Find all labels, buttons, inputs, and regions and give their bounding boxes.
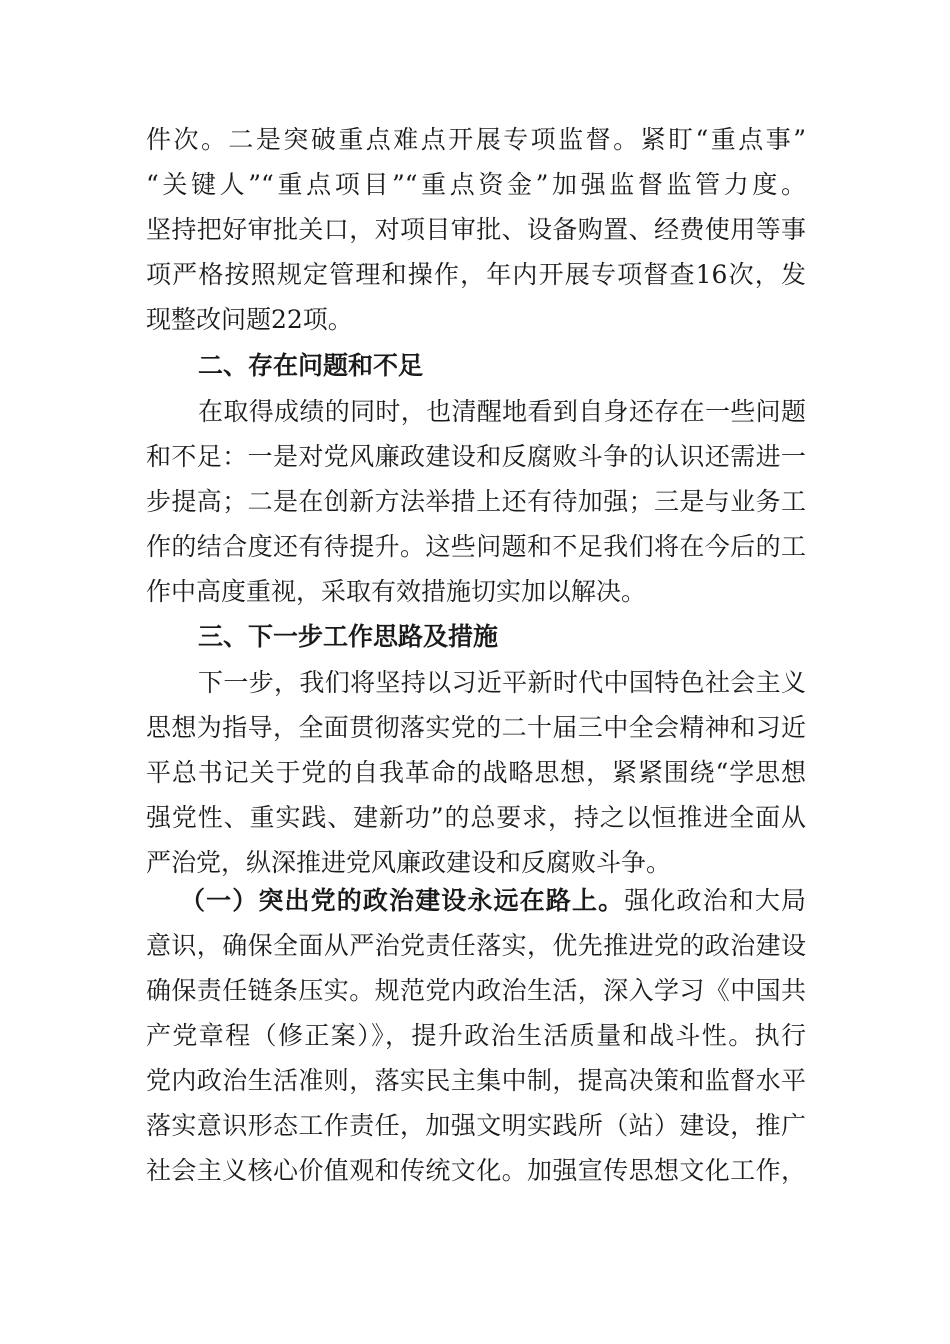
body-line: 思想为指导，全面贯彻落实党的二十届三中全会精神和习近 — [146, 713, 806, 742]
body-line: 坚持把好审批关口，对项目审批、设备购置、经费使用等事 — [146, 215, 806, 244]
body-line: 作中高度重视，采取有效措施切实加以解决。 — [146, 577, 647, 606]
section-heading: 三、下一步工作思路及措施 — [198, 622, 499, 651]
body-line: 落实意识形态工作责任，加强文明实践所（站）建设，推广 — [146, 1111, 806, 1140]
body-text: 强化政治和大局 — [624, 886, 806, 915]
body-line: 在取得成绩的同时，也清醒地看到自身还存在一些问题 — [198, 397, 806, 426]
body-line: 件次。二是突破重点难点开展专项监督。紧盯“重点事” — [146, 125, 806, 154]
body-line: 下一步，我们将坚持以习近平新时代中国特色社会主义 — [198, 668, 806, 697]
body-line: 和不足：一是对党风廉政建设和反腐败斗争的认识还需进一 — [146, 442, 806, 471]
body-line: 社会主义核心价值观和传统文化。加强宣传思想文化工作， — [146, 1156, 806, 1185]
body-line: 党内政治生活准则，落实民主集中制，提高决策和监督水平 — [146, 1066, 806, 1095]
body-line: “关键人”“重点项目”“重点资金”加强监督监管力度。 — [146, 170, 806, 199]
subsection-line — [180, 879, 806, 923]
body-line: 步提高；二是在创新方法举措上还有待加强；三是与业务工 — [146, 487, 806, 516]
body-line: 意识，确保全面从严治党责任落实，优先推进党的政治建设 — [146, 931, 806, 960]
body-line: 现整改问题22项。 — [146, 305, 353, 334]
body-line: 项严格按照规定管理和操作，年内开展专项督查16次，发 — [146, 260, 806, 289]
body-line: 作的结合度还有待提升。这些问题和不足我们将在今后的工 — [146, 532, 806, 561]
body-line: 确保责任链条压实。规范党内政治生活，深入学习《中国共 — [146, 976, 806, 1005]
section-heading: 二、存在问题和不足 — [198, 351, 424, 380]
subsection-heading: （一）突出党的政治建设永远在路上。 — [180, 886, 625, 915]
body-line: 平总书记关于党的自我革命的战略思想，紧紧围绕“学思想 — [146, 758, 806, 787]
body-line: 严治党，纵深推进党风廉政建设和反腐败斗争。 — [146, 848, 672, 877]
body-line: 产党章程（修正案）》，提升政治生活质量和战斗性。执行 — [146, 1021, 806, 1050]
body-line: 强党性、重实践、建新功”的总要求，持之以恒推进全面从 — [146, 803, 806, 832]
